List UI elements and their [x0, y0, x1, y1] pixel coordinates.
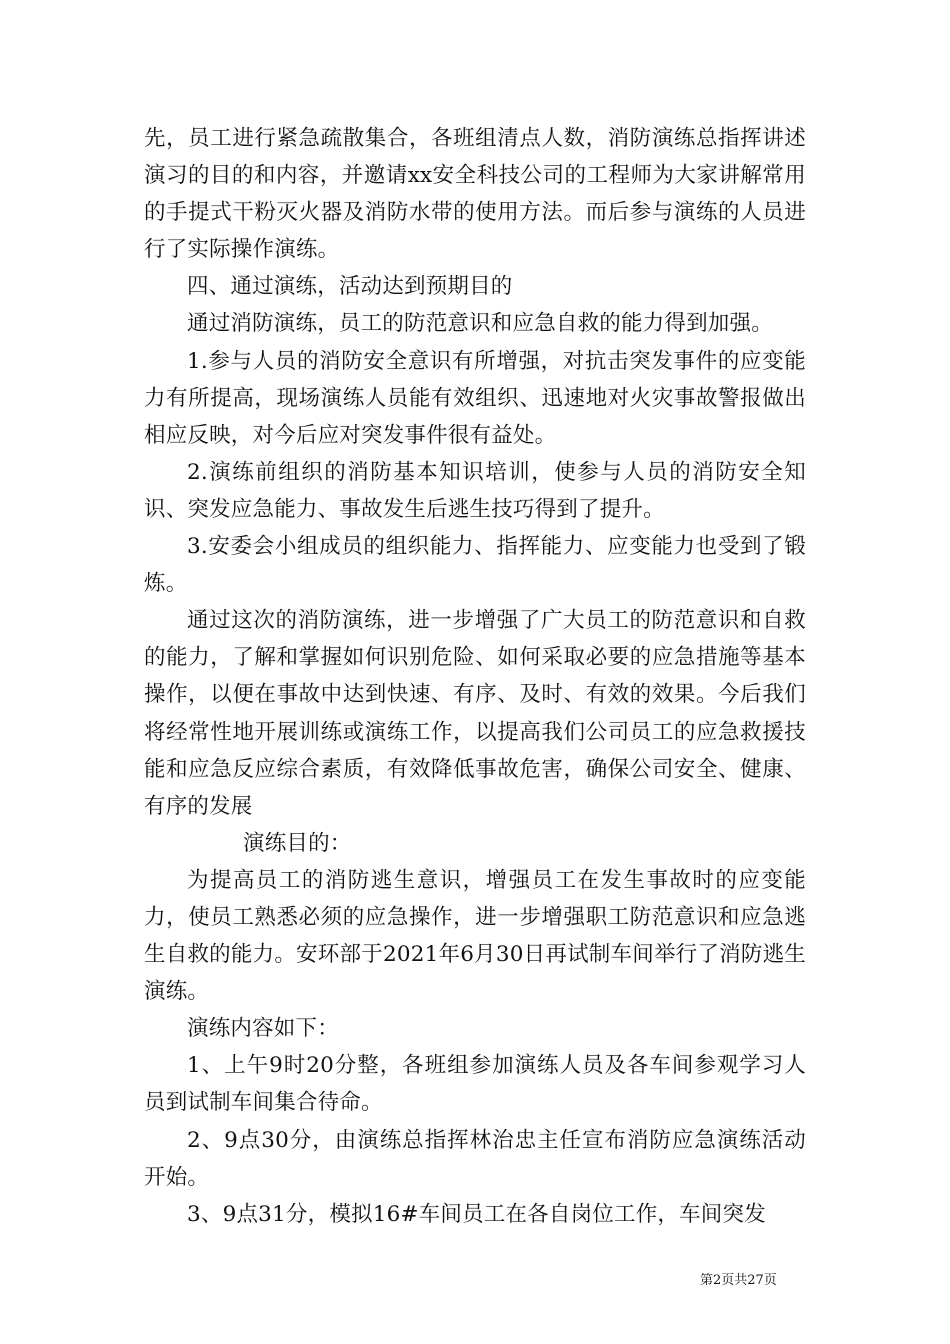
document-body — [144, 120, 806, 1233]
list-item-drill-step-2: 2、9点30分，由演练总指挥林治忠主任宣布消防应急演练活动开始。 — [144, 1127, 806, 1190]
section-heading-drill-purpose: 演练目的： — [243, 830, 352, 856]
list-item-drill-step-3: 3、9点31分，模拟16#车间员工在各自岗位工作，车间突发 — [187, 1201, 766, 1227]
section-heading-drill-content: 演练内容如下： — [187, 1016, 339, 1042]
paragraph-evacuation-intro: 先，员工进行紧急疏散集合，各班组清点人数，消防演练总指挥讲述演习的目的和内容，并邀请xx安全科技公司的工程师为大家讲解常用的手提式干粉灭火器及消防水带的使用方法。而后参与演练的人员进行了实际操作演练。 — [144, 126, 806, 263]
list-item-drill-step-1: 1、上午9时20分整，各班组参加演练人员及各车间参观学习人员到试制车间集合待命。 — [144, 1053, 806, 1116]
list-item-result-1: 1.参与人员的消防安全意识有所增强，对抗击突发事件的应变能力有所提高，现场演练人员能有效组织、迅速地对火灾事故警报做出相应反映，对今后应对突发事件很有益处。 — [144, 348, 806, 448]
paragraph-drill-purpose: 为提高员工的消防逃生意识，增强员工在发生事故时的应变能力，使员工熟悉必须的应急操作，进一步增强职工防范意识和应急逃生自救的能力。安环部于2021年6月30日再试制车间举行了消防逃生演练。 — [144, 867, 806, 1005]
section-heading-results: 四、通过演练，活动达到预期目的 — [187, 274, 513, 300]
list-item-result-2: 2.演练前组织的消防基本知识培训，使参与人员的消防安全知识、突发应急能力、事故发生后逃生技巧得到了提升。 — [144, 459, 806, 522]
paragraph-conclusion: 通过这次的消防演练，进一步增强了广大员工的防范意识和自救的能力，了解和掌握如何识别危险、如何采取必要的应急措施等基本操作，以便在事故中达到快速、有序、及时、有效的效果。今后我们将经常性地开展训练或演练工作，以提高我们公司员工的应急救援技能和应急反应综合素质，有效降低事故危害，确保公司安全、健康、有序的发展 — [144, 608, 806, 819]
paragraph-results-summary: 通过消防演练，员工的防范意识和应急自救的能力得到加强。 — [187, 311, 773, 337]
page-number-footer: 第2页共27页 — [700, 1273, 777, 1288]
list-item-result-3: 3.安委会小组成员的组织能力、指挥能力、应变能力也受到了锻炼。 — [144, 534, 806, 597]
